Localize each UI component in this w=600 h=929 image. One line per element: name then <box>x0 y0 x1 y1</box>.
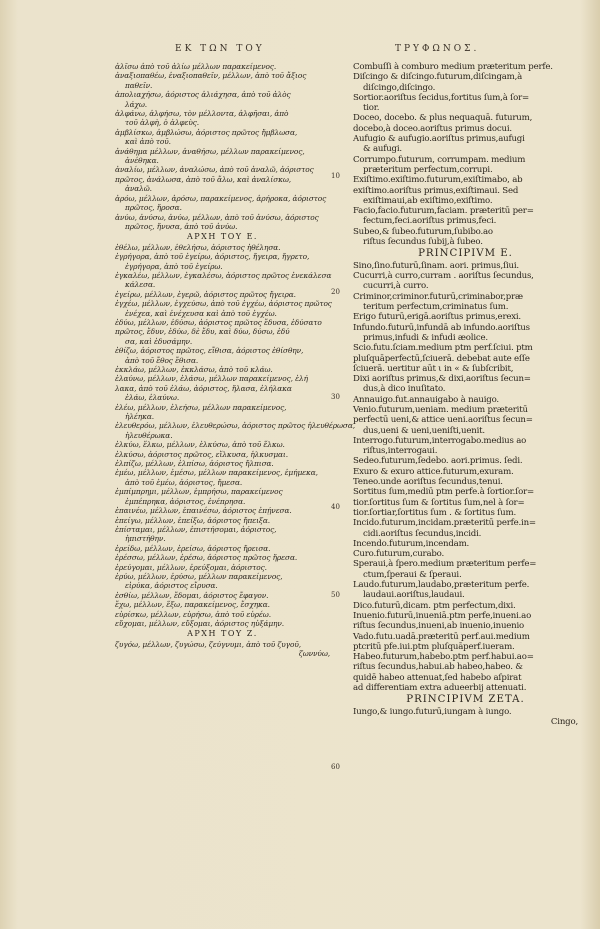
text-line: teritum perfectum,criminatus ſum. <box>363 302 509 313</box>
text-line: ἀπὸ τοῦ ἐμέω, ἀόριστος, ἤμεσα. <box>125 477 243 487</box>
text-line: ἐρύω, μέλλων, ἐρύσω, μέλλων παρακείμενος, <box>115 571 283 581</box>
running-header <box>0 44 600 58</box>
text-line: πρῶτος, ἤροσα. <box>125 203 182 213</box>
text-line: ἐγκαλέω, μέλλων, ἐγκαλέσω, ἀόριστος πρῶτος ἐνεκάλεσα <box>115 270 332 280</box>
text-line: ἠλέηκα. <box>125 412 154 422</box>
text-line: ἀναλίω, μέλλων, ἀναλώσω, ἀπὸ τοῦ ἀναλῶ, ἀόριστος <box>115 165 314 175</box>
text-line: diſcingo,diſcingo. <box>363 82 436 93</box>
text-line: ἐλαύνω, μέλλων, ἐλάσω, μέλλων παρακείμενος, ἐλή <box>115 374 308 384</box>
text-line: ἐδύω, μέλλων, ἐδύσω, ἀόριστος πρῶτος ἔδυσα, ἐδύσατο <box>115 317 322 327</box>
section-heading: PRINCIPIVM ZETA. <box>406 694 525 706</box>
text-line: cidi.aoriſtus ſecundus,incidi. <box>363 528 482 539</box>
section-heading: ΑΡΧΗ ΤΟΥ Ε. <box>187 232 258 242</box>
text-line: tior. <box>363 103 380 114</box>
text-line: riſtus ſecundus,habui.ab habeo,habeo. & <box>353 662 523 673</box>
text-line: & aufugi. <box>363 144 402 155</box>
text-line: ἐθίζω, ἀόριστος πρῶτος, εἴθισα, ἀόριστος ἐθίσθην, <box>115 346 304 356</box>
text-line: Incendo.futurum,incendam. <box>353 538 470 549</box>
text-line: Aufugio & aufugio.aoriſtus primus,aufugi <box>353 134 525 145</box>
text-line: exiſtimaui,ab exiſtimo,exiſtimo. <box>363 195 493 206</box>
text-line: Iungo,& iungo.futurū,iungam à iungo. <box>353 706 512 717</box>
text-line: ctum,ſperaui & ſperaui. <box>363 569 462 580</box>
text-line: Erigo futurū,erigā.aoriſtus primus,erexi. <box>353 312 521 323</box>
text-line: Cingo, <box>550 717 578 728</box>
text-line: cucurri,à curro. <box>363 281 429 292</box>
text-line: primus,infudi & infudi æolice. <box>363 332 488 343</box>
text-line: ptcritū pfe.iui.ptm pluſquāperf.iueram. <box>353 641 515 652</box>
text-line: riſtus ſecundus,inueni,ab inuenio,inuenio <box>353 621 525 632</box>
line-number: 40 <box>331 503 340 511</box>
text-line: Annauigo.fut.annauigabo à nauigo. <box>353 394 499 405</box>
text-line: ἀνέθηκα. <box>125 156 159 166</box>
text-line: Subeo,& ſubeo.futurum,ſubibo.ao <box>353 226 493 237</box>
text-line: Inuenio.futurū,inueniā.ptm perfe,inueni.ao <box>353 610 532 621</box>
text-line: Laudo.futurum,laudabo,præteritum perfe. <box>353 580 530 591</box>
text-line: riſtus,interrogaui. <box>363 446 438 457</box>
text-line: ἀνάθημα μέλλων, ἀναθήσω, μέλλων παρακείμενος, <box>115 146 305 156</box>
section-heading: PRINCIPIVM E. <box>418 248 513 260</box>
text-line: Facio,facio.futurum,faciam. præteritū per= <box>353 206 534 217</box>
text-line: Teneo.unde aoriſtus ſecundus,tenui. <box>353 477 503 488</box>
text-line: ἐγρήγορα, ἀπὸ τοῦ ἐγείρω. <box>125 261 223 271</box>
text-line: tior.ſortitus ſum & ſortitus ſum,nel à ſor= <box>353 497 525 508</box>
text-line: ζυγόω, μέλλων, ζυγώσω, ζεύγνυμι, ἀπὸ τοῦ ζυγοῦ, <box>115 639 301 649</box>
text-line: præteritum perfectum,corrupi. <box>363 164 493 175</box>
text-line: εὔχομαι, μέλλων, εὔξομαι, ἀόριστος ηὐξάμην. <box>115 618 285 628</box>
text-line: Dixi aoriſtus primus,& dixi,aoriſtus ſecun= <box>353 374 531 385</box>
text-line: ἀναξιοπαθέω, ἐναξιοπαθεῖν, μέλλων, ἀπὸ τοῦ ἄξιος <box>115 71 307 81</box>
text-line: Scio.futu.ſciam.medium ptm perf.ſciui. ptm <box>353 343 533 354</box>
text-line: pluſquāperfectū,ſciuerā. debebat aute eſſe <box>353 353 530 364</box>
text-line: ἀλφάνω, ἀλφήσω, τὸν μέλλοντα, ἀλφῆσαι, ἀπὸ <box>115 109 289 119</box>
text-line: Interrogo.futurum,interrogabo.medius ao <box>353 435 527 446</box>
text-line: ἐμπέπρηκα, ἀόριστος, ἐνέπρησα. <box>125 496 246 506</box>
text-line: ἀνύω, ἀνύσω, ἀνύω, μέλλων, ἀπὸ τοῦ ἀνύσω, ἀόριστος <box>115 212 319 222</box>
text-line: ἐλκύω, ἕλκω, μέλλων, ἑλκύσω, ἀπὸ τοῦ ἕλκω. <box>115 440 285 450</box>
text-line: ἐνέχεα, καὶ ἐνέχευσα καὶ ἀπὸ τοῦ ἐγχέω. <box>125 308 277 318</box>
text-line: Exiſtimo.exiſtimo.futurum,exiſtimabo, ab <box>353 175 523 186</box>
text-line: quidē habeo attenuat,ſed habebo aſpirat <box>353 672 522 683</box>
text-line: ἀρόω, μέλλων, ἀρόσω, παρακείμενος, ἀρήροκα, ἀόριστος <box>115 193 327 203</box>
text-line: docebo,à doceo.aoriſtus primus docui. <box>353 123 512 134</box>
text-line: ſciuerā. uertitur aūt ι in « & ſubſcribit, <box>353 363 514 374</box>
text-line: ἐπαινέω, μέλλων, ἐπαινέσω, ἀόριστος ἐπῄνεσα. <box>115 506 292 516</box>
text-line: καὶ ἀπὸ τοῦ. <box>125 137 171 147</box>
text-line: ἐγρήγορα, ἀπὸ τοῦ ἐγείρω, ἀόριστος, ἤγειρα, ἤγρετο, <box>115 252 310 262</box>
text-line: Exuro & exuro attice.futurum,exuram. <box>353 466 514 477</box>
text-line: ἐμπίμπρημι, μέλλων, ἐμπρήσω, παρακείμενος <box>115 487 283 497</box>
header-left: ΕΚ ΤΩΝ ΤΟΥ <box>175 44 265 54</box>
text-line: Habeo.futurum,habebo.ptm perf.habui.ao= <box>353 652 534 663</box>
text-line: ἐθέλω, μέλλων, ἐθελήσω, ἀόριστος ἠθέλησα. <box>115 242 281 252</box>
text-line: λακα, ἀπὸ τοῦ ἐλάω, ἀόριστος, ἤλασα, ἐλήλακα <box>115 383 292 393</box>
header-right: ΤΡΥΦΩΝΟΣ. <box>395 44 480 54</box>
text-line: dus,à dico inuſitato. <box>363 384 446 395</box>
line-number: 30 <box>331 393 340 401</box>
text-line: σα, καὶ ἐδυσάμην. <box>125 336 193 346</box>
text-line: ἐμέω, μέλλων, ἐμέσω, μέλλων παρακείμενος, ἐμήμεκα, <box>115 468 318 478</box>
line-number: 60 <box>331 763 340 771</box>
text-line: ἐλκύσω, ἀόριστος πρῶτος, εἵλκυσα, ἡλκυσμαι. <box>115 449 288 459</box>
text-line: ἀμβλίσκω, ἀμβλώσω, ἀόριστος πρῶτος ἤμβλωσα, <box>115 127 298 137</box>
text-line: ἠπιστήθην. <box>125 534 166 544</box>
text-line: perfectū ueni,& attice ueni.aoriſtus ſecun= <box>353 415 533 426</box>
text-line: Cucurri,à curro,curram . aoriſtus ſecundus, <box>353 271 534 282</box>
text-line: ἐρέσσω, μέλλων, ἐρέσω, ἀόριστος πρῶτος ἤρεσα. <box>115 553 298 563</box>
text-line: exiſtimo.aoriſtus primus,exiſtimaui. Sed <box>353 185 519 196</box>
text-line: dus,ueni & ueni,ueniſti,uenit. <box>363 425 485 436</box>
text-line: ἐλευθερόω, μέλλων, ἐλευθερώσω, ἀόριστος πρῶτος ἠλευθέρωσα, <box>115 421 356 431</box>
text-line: ad differentiam extra adueerbij attenuati. <box>353 683 527 694</box>
text-line: Sortitus ſum,mediū ptm perfe.à ſortior.ſor= <box>353 487 535 498</box>
text-line: Vado.futu.uadā.præteritū perf.aui.medium <box>353 631 530 642</box>
section-heading: ΑΡΧΗ ΤΟΥ Ζ. <box>187 629 258 639</box>
line-number: 10 <box>331 172 340 180</box>
text-line: ἐλέω, μέλλων, ἐλεήσω, μέλλων παρακείμενος, <box>115 402 287 412</box>
text-line: Speraui,à ſpero.medium præteritum perfe= <box>353 559 537 570</box>
text-line: ἐπείγω, μέλλων, ἐπείξω, ἀόριστος ἤπειξα. <box>115 515 270 525</box>
text-line: ἀναλῶ. <box>125 184 152 194</box>
text-line: Diſcingo & diſcingo.futurum,diſcingam,à <box>353 72 523 83</box>
text-line: ἐλπίζω, μέλλων, ἐλπίσω, ἀόριστος ἤλπισα. <box>115 459 274 469</box>
text-line: Incido.futurum,incidam.præteritū perfe.in= <box>353 518 536 529</box>
text-line: fectum,feci.aoriſtus primus,feci. <box>363 216 497 227</box>
text-line: Doceo, docebo. & plus nequaquā. futurum, <box>353 113 533 124</box>
text-line: ἐπίσταμαι, μέλλων, ἐπιστήσομαι, ἀόριστος, <box>115 524 277 534</box>
text-line: πρῶτος, ἀνάλωσα, ἀπὸ τοῦ ἄλω, καὶ ἀναλίσκω, <box>115 174 292 184</box>
text-line: τοῦ ἀλφὴ, ὁ ἀλφεὺς. <box>125 118 200 128</box>
text-line: ἐσθίω, μέλλων, ἔδομαι, ἀόριστος ἔφαγον. <box>115 590 269 600</box>
text-line: ἀπὸ τοῦ ἔθος ἔθισα. <box>125 355 199 365</box>
text-line: ἠλευθέρωκα. <box>125 430 173 440</box>
line-number: 50 <box>331 591 340 599</box>
text-line: laudaui.aoriſtus,laudaui. <box>363 590 465 601</box>
text-line: ἀπολιαχήσω, ἀόριστος ἀλιάχησα, ἀπὸ τοῦ ἀλὸς <box>115 90 291 100</box>
text-line: πρῶτος, ἔδυν, ἐδύω, δὲ ἔδυ, καὶ δύω, δύσω, ἐδύ <box>115 327 290 337</box>
text-line: ἐκκλάω, μέλλων, ἐκκλάσω, ἀπὸ τοῦ κλάω. <box>115 365 273 374</box>
text-line: Criminor,criminor.futurū,criminabor,præ <box>353 291 523 302</box>
text-line: Curo.futurum,curabo. <box>353 549 445 560</box>
text-line: ἐλάω, ἐλαύνω. <box>125 393 180 403</box>
text-line: Sino,ſino.futurū,ſinam. aori. primus,ſiui. <box>353 260 519 271</box>
text-line: ἐρεύγομαι, μέλλων, ἐρεύξομαι, ἀόριστος. <box>115 562 267 572</box>
text-line: παθεῖν. <box>125 80 153 90</box>
text-line: εὑρίσκω, μέλλων, εὑρήσω, ἀπὸ τοῦ εὑρέω. <box>115 609 271 619</box>
text-line: κάλεσα. <box>125 280 156 290</box>
text-line: Dico.futurū,dicam. ptm perfectum,dixi. <box>353 600 516 611</box>
text-line: πρῶτος, ἤνυσα, ἀπὸ τοῦ ἀνύω. <box>125 221 238 231</box>
text-line: tior.ſortiar,ſortitus ſum . & ſortitus ſum. <box>353 507 516 518</box>
text-line: Combuſſi à comburo medium præteritum perfe. <box>353 62 553 72</box>
text-line: Infundo.futurū,infundā ab infundo.aoriſtus <box>353 322 530 333</box>
text-line: ἐγείρω, μέλλων, ἐγερῶ, ἀόριστος πρῶτος ἤγειρα. <box>115 289 296 299</box>
line-number: 20 <box>331 288 340 296</box>
text-line: ἐρείδω, μέλλων, ἐρείσω, ἀόριστος ἤρεισα. <box>115 543 271 553</box>
text-line: λάχω. <box>125 99 148 109</box>
text-line: ἔχω, μέλλων, ἕξω, παρακείμενος, ἔσχηκα. <box>115 600 270 610</box>
text-line: Sedeo.futurum,ſedebo. aori.primus. ſedi. <box>353 456 523 467</box>
text-line: Corrumpo.futurum, corrumpam. medium <box>353 154 526 165</box>
text-line: ἐγχέω, μέλλων, ἐγχεύσω, ἀπὸ τοῦ ἐγχέω, ἀόριστος πρῶτος <box>115 299 332 309</box>
text-line: riſtus ſecundus ſubij,à ſubeo. <box>363 237 483 248</box>
text-line: ζωννύω, <box>298 649 330 659</box>
text-line: Sortior.aoriſtus ſecidus,fortitus ſum,à ſor= <box>353 92 530 103</box>
latin-column <box>353 62 578 727</box>
text-line: ἀλῖσω ἀπὸ τοῦ ἁλίω μέλλων παρακείμενος. <box>115 62 277 71</box>
text-line: εἰρύκα, ἀόριστος εἴρυσα. <box>125 581 218 591</box>
text-line: Venio.futurum,ueniam. medium præteritū <box>353 405 528 415</box>
